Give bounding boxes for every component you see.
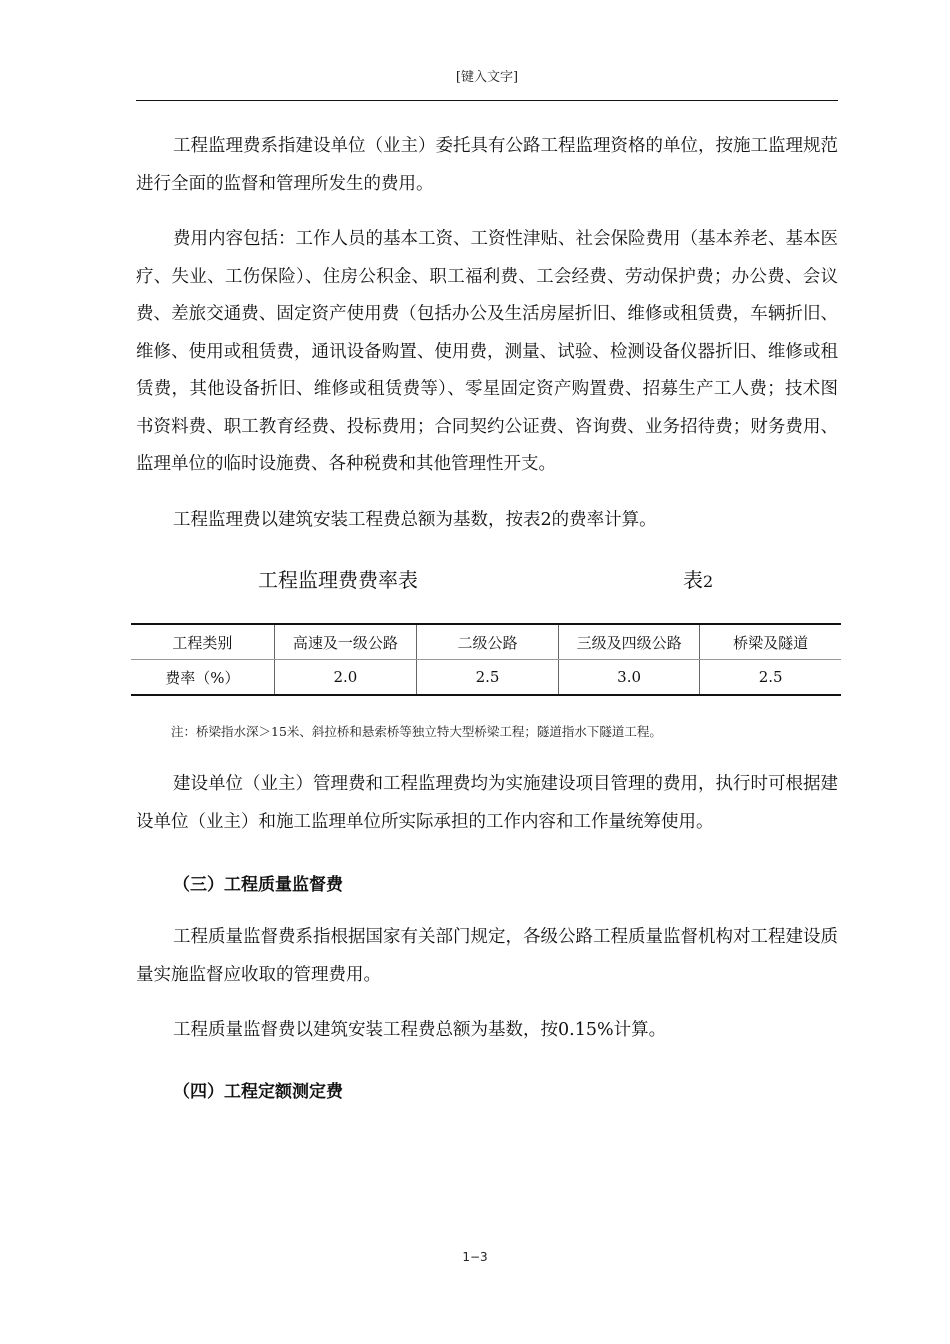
section-heading-quality-supervision: （三）工程质量监督费 [173, 875, 343, 895]
paragraph-supervision-definition: 工程监理费系指建设单位（业主）委托具有公路工程监理资格的单位，按施工监理规范进行全面的监督和管理所发生的费用。 [136, 136, 838, 194]
rate-table [131, 623, 841, 696]
page-header: [键入文字] [455, 70, 519, 85]
paragraph-quality-definition: 工程质量监督费系指根据国家有关部门规定，各级公路工程质量监督机构对工程建设质量实施监督应收取的管理费用。 [136, 927, 838, 985]
page-number: 1−3 [462, 1250, 488, 1264]
table-header-cell: 桥梁及隧道 [700, 624, 841, 660]
table-title: 工程监理费费率表 [258, 568, 418, 592]
table-note: 注：桥梁指水深＞15米、斜拉桥和悬索桥等独立特大型桥梁工程；隧道指水下隧道工程。 [171, 724, 662, 739]
paragraph-quality-rate: 工程质量监督费以建筑安装工程费总额为基数，按0.15%计算。 [173, 1020, 667, 1040]
paragraph-cost-contents: 费用内容包括：工作人员的基本工资、工资性津贴、社会保险费用（基本养老、基本医疗、失业、工伤保险）、住房公积金、职工福利费、工会经费、劳动保护费；办公费、会议费、差旅交通费、固定资产使用费（包括办公及生活房屋折旧、维修或租赁费，车辆折旧、维修、使用或租赁费，通讯设备购置、使用费，测量、试验、检测设备仪器折旧、维修或租赁费，其他设备折旧、维修或租赁费等）、零星固定资产购置费、招募生产工人费；技术图书资料费、职工教育经费、投标费用；合同契约公证费、咨询费、业务招待费；财务费用、监理单位的临时设施费、各种税费和其他管理性开支。 [136, 229, 838, 474]
table-number [683, 564, 713, 593]
table-header-cell: 二级公路 [417, 624, 559, 660]
table-number-label: 表 [683, 568, 703, 592]
table-cell: 2.5 [417, 660, 559, 696]
table-cell: 2.5 [700, 660, 841, 696]
paragraph-management-fees: 建设单位（业主）管理费和工程监理费均为实施建设项目管理的费用，执行时可根据建设单位（业主）和施工监理单位所实际承担的工作内容和工作量统筹使用。 [136, 774, 838, 832]
table-header-cell: 工程类别 [131, 624, 274, 660]
table-number-value: 2 [703, 572, 714, 591]
header-rule [136, 100, 838, 101]
section-heading-quota-measurement: （四）工程定额测定费 [173, 1082, 343, 1102]
table-header-cell: 三级及四级公路 [558, 624, 700, 660]
paragraph-rate-basis: 工程监理费以建筑安装工程费总额为基数，按表2的费率计算。 [173, 510, 657, 530]
table-cell: 2.0 [274, 660, 417, 696]
table-header-row [131, 624, 841, 660]
table-cell: 费率（%） [131, 660, 274, 696]
table-cell: 3.0 [558, 660, 700, 696]
table-row [131, 660, 841, 696]
table-header-cell: 高速及一级公路 [274, 624, 417, 660]
